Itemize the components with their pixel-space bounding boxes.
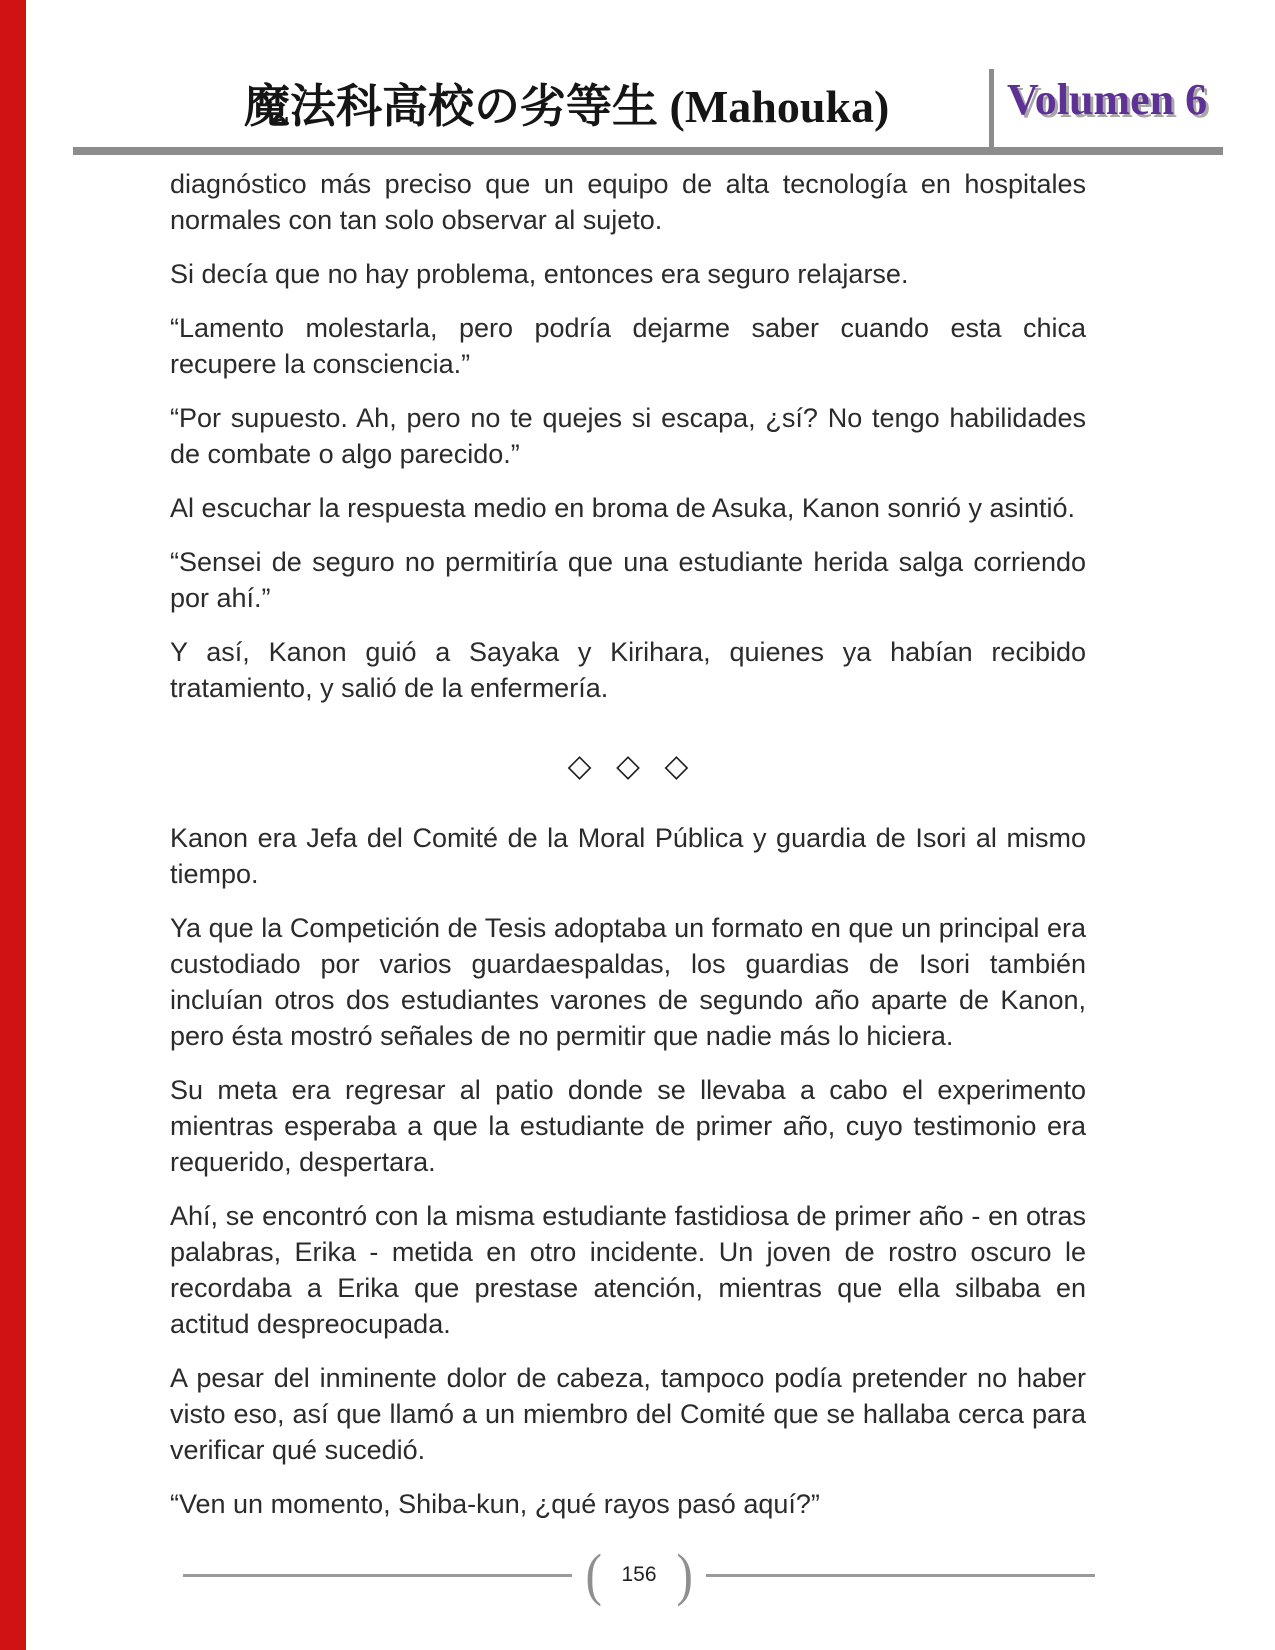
bracket-right-icon: ) [675, 1542, 693, 1607]
paragraph: Si decía que no hay problema, entonces era seguro relajarse. [170, 259, 909, 289]
paragraph: Ahí, se encontró con la misma estudiante fastidiosa de primer año - en otras palabras, Erika - metida en otro incidente. Un joven de rostro oscuro le recordaba a Erika que prestase atención, mientras que ella silbaba en actitud despreocupada. [170, 1201, 1086, 1339]
header-rule [73, 147, 1223, 155]
volume-divider-bar [989, 69, 994, 149]
paragraph: diagnóstico más preciso que un equipo de alta tecnología en hospitales normales con tan solo observar al sujeto. [170, 169, 1086, 235]
page-number: 156 [621, 1563, 657, 1586]
body-text [170, 166, 1086, 1540]
footer-rule-left [183, 1574, 572, 1577]
book-title: 魔法科高校の劣等生 (Mahouka) [244, 81, 890, 132]
paragraph: Ya que la Competición de Tesis adoptaba un formato en que un principal era custodiado por varios guardaespaldas, los guardias de Isori también incluían otros dos estudiantes varones de segundo año aparte de Kanon, pero ésta mostró señales de no permitir que nadie más lo hiciera. [170, 913, 1086, 1051]
left-edge-red-bar [0, 0, 26, 1650]
bracket-left-icon: ( [585, 1542, 603, 1607]
footer-rule-right [706, 1574, 1095, 1577]
paragraph: Kanon era Jefa del Comité de la Moral Pública y guardia de Isori al mismo tiempo. [170, 823, 1086, 889]
paragraph: Y así, Kanon guió a Sayaka y Kirihara, quienes ya habían recibido tratamiento, y salió de la enfermería. [170, 637, 1086, 703]
page-footer [183, 1543, 1095, 1607]
paragraph: “Lamento molestarla, pero podría dejarme saber cuando esta chica recupere la consciencia.” [170, 313, 1086, 379]
paragraph: “Por supuesto. Ah, pero no te quejes si escapa, ¿sí? No tengo habilidades de combate o algo parecido.” [170, 403, 1086, 469]
paragraph: Su meta era regresar al patio donde se llevaba a cabo el experimento mientras esperaba a que la estudiante de primer año, cuyo testimonio era requerido, despertara. [170, 1075, 1086, 1177]
paragraph: “Ven un momento, Shiba-kun, ¿qué rayos pasó aquí?” [170, 1489, 820, 1519]
paragraph: A pesar del inminente dolor de cabeza, tampoco podía pretender no haber visto eso, así que llamó a un miembro del Comité que se hallaba cerca para verificar qué sucedió. [170, 1363, 1086, 1465]
volume-label: Volumen 6 [1007, 75, 1208, 124]
paragraph: “Sensei de seguro no permitiría que una estudiante herida salga corriendo por ahí.” [170, 547, 1086, 613]
section-divider: ◇ ◇ ◇ [567, 748, 689, 783]
paragraph: Al escuchar la respuesta medio en broma de Asuka, Kanon sonrió y asintió. [170, 493, 1076, 523]
